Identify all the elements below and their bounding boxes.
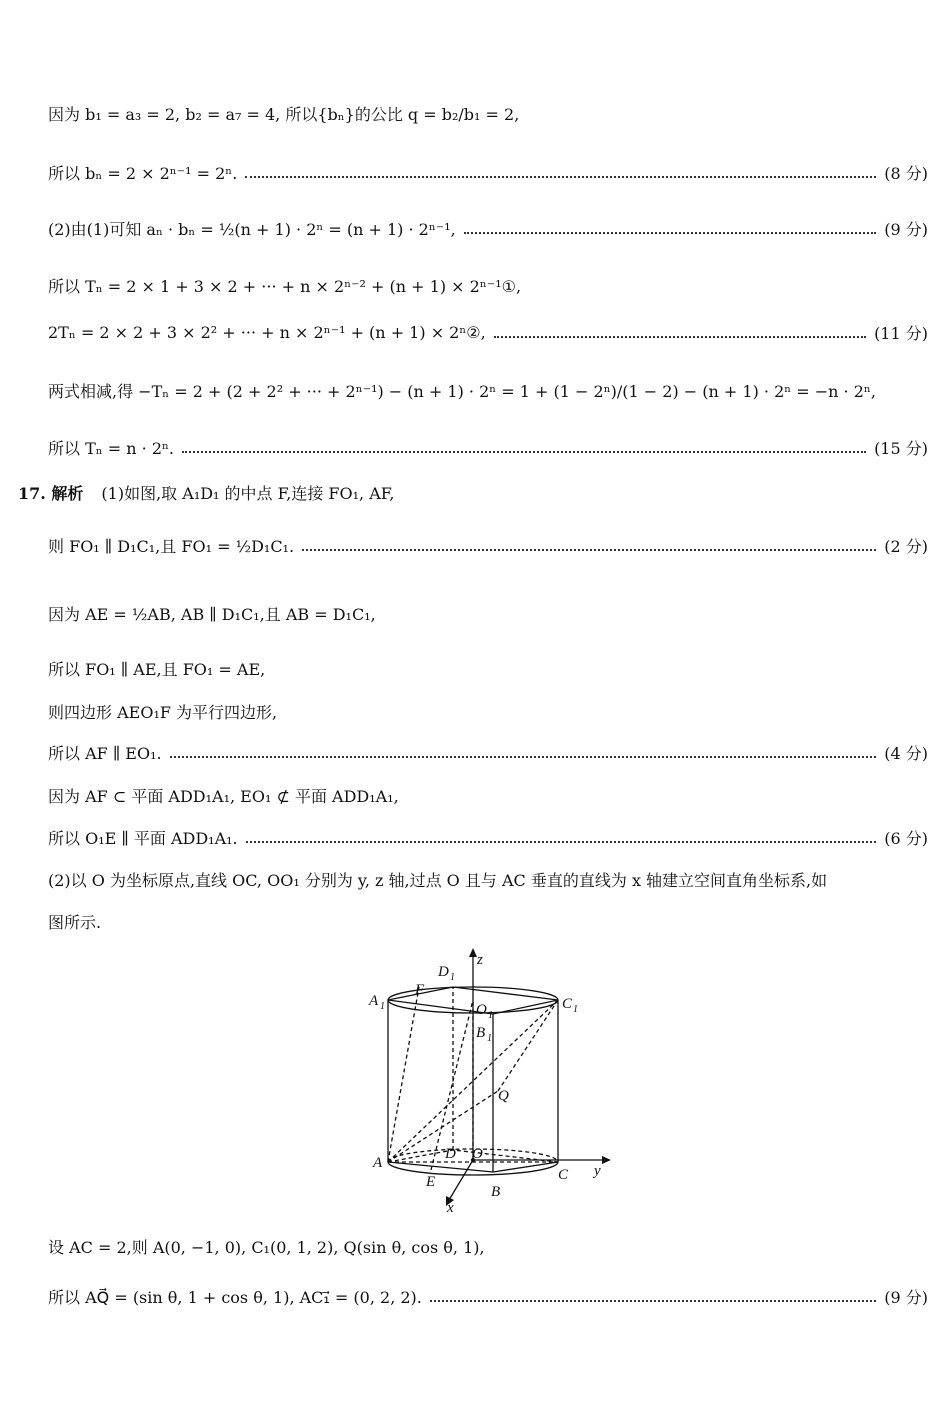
score-mark: (11 分) [874, 323, 928, 343]
score-mark: (6 分) [884, 828, 928, 848]
question-intro: (1)如图,取 A₁D₁ 的中点 F,连接 FO₁, AF, [101, 483, 395, 503]
label-f: F [415, 982, 425, 998]
solution-line: 所以 AQ⃗ = (sin θ, 1 + cos θ, 1), AC₁⃗ = (0, 2, 2). (9 分) [48, 1281, 928, 1311]
x-axis [449, 1160, 473, 1200]
solution-line: 所以 FO₁ ∥ AE,且 FO₁ = AE, [48, 659, 266, 679]
solution-line: 则四边形 AEO₁F 为平行四边形, [48, 702, 278, 722]
label-d1: D [438, 964, 449, 980]
dot-leader [430, 1300, 876, 1302]
label-d1-sub: 1 [450, 972, 455, 983]
label-y: y [594, 1163, 601, 1179]
line-a-f [388, 987, 419, 1162]
label-a: A [373, 1155, 383, 1171]
solution-line: 所以 AF ∥ EO₁. (4 分) [48, 737, 928, 767]
question-label: 17. 解析 [18, 483, 84, 503]
label-a1: A [369, 993, 379, 1009]
label-e: E [426, 1174, 436, 1190]
dot-leader [302, 549, 876, 551]
label-a1-sub: 1 [380, 1001, 385, 1012]
label-o1: O [476, 1002, 487, 1018]
score-mark: (15 分) [874, 438, 928, 458]
y-arrow [602, 1156, 611, 1164]
question-17-header [18, 477, 928, 507]
solution-line: 图所示. [48, 912, 102, 932]
bottom-front-edges [388, 1162, 558, 1172]
dot-leader [182, 451, 866, 453]
cylinder-figure [355, 948, 615, 1216]
label-o1-sub: 1 [488, 1010, 493, 1021]
score-mark: (4 分) [884, 743, 928, 763]
line-q-c1 [498, 1000, 558, 1091]
solution-line: 所以 Tₙ = n · 2ⁿ. (15 分) [48, 432, 928, 462]
score-mark: (9 分) [884, 219, 928, 239]
line-e-o1 [431, 1000, 473, 1170]
dot-leader [246, 841, 877, 843]
label-z: z [477, 952, 483, 968]
label-d: D [445, 1146, 456, 1162]
dot-leader [494, 336, 866, 338]
label-q: Q [498, 1088, 509, 1104]
solution-line: (2)由(1)可知 aₙ · bₙ = ½(n + 1) · 2ⁿ = (n + 1) · 2ⁿ⁻¹, (9 分) [48, 213, 928, 243]
dot-leader [245, 176, 876, 178]
solution-line: 所以 bₙ = 2 × 2ⁿ⁻¹ = 2ⁿ. (8 分) [48, 157, 928, 187]
label-c: C [558, 1167, 569, 1183]
score-mark: (8 分) [884, 163, 928, 183]
solution-line: 设 AC = 2,则 A(0, −1, 0), C₁(0, 1, 2), Q(sin θ, cos θ, 1), [48, 1237, 485, 1257]
solution-line: 所以 O₁E ∥ 平面 ADD₁A₁. (6 分) [48, 822, 928, 852]
label-o: O [472, 1146, 483, 1162]
z-arrow [469, 948, 477, 957]
label-b: B [491, 1184, 501, 1200]
solution-line: 两式相减,得 −Tₙ = 2 + (2 + 2² + ··· + 2ⁿ⁻¹) − (n + 1) · 2ⁿ = 1 + (1 − 2ⁿ)/(1 − 2) − (n + 1) · 2ⁿ = −n · 2ⁿ, [48, 381, 876, 401]
label-b1-sub: 1 [487, 1033, 492, 1044]
dot-leader [170, 756, 877, 758]
solution-line: 所以 Tₙ = 2 × 1 + 3 × 2 + ··· + n × 2ⁿ⁻² + (n + 1) × 2ⁿ⁻¹①, [48, 276, 522, 296]
solution-line: 因为 AE = ½AB, AB ∥ D₁C₁,且 AB = D₁C₁, [48, 604, 376, 624]
score-mark: (2 分) [884, 536, 928, 556]
label-b1: B [476, 1025, 486, 1041]
solution-line: (2)以 O 为坐标原点,直线 OC, OO₁ 分别为 y, z 轴,过点 O 且与 AC 垂直的直线为 x 轴建立空间直角坐标系,如 [48, 870, 828, 890]
solution-line: 因为 AF ⊂ 平面 ADD₁A₁, EO₁ ⊄ 平面 ADD₁A₁, [48, 786, 399, 806]
label-c1: C [562, 996, 573, 1012]
solution-line: 则 FO₁ ∥ D₁C₁,且 FO₁ = ½D₁C₁. (2 分) [48, 530, 928, 560]
label-c1-sub: 1 [573, 1004, 578, 1015]
solution-line: 2Tₙ = 2 × 2 + 3 × 2² + ··· + n × 2ⁿ⁻¹ + (n + 1) × 2ⁿ②, (11 分) [48, 322, 928, 343]
label-x: x [447, 1200, 454, 1216]
solution-line: 因为 b₁ = a₃ = 2, b₂ = a₇ = 4, 所以{bₙ}的公比 q = b₂/b₁ = 2, [48, 104, 520, 124]
dot-leader [464, 232, 877, 234]
score-mark: (9 分) [884, 1287, 928, 1307]
